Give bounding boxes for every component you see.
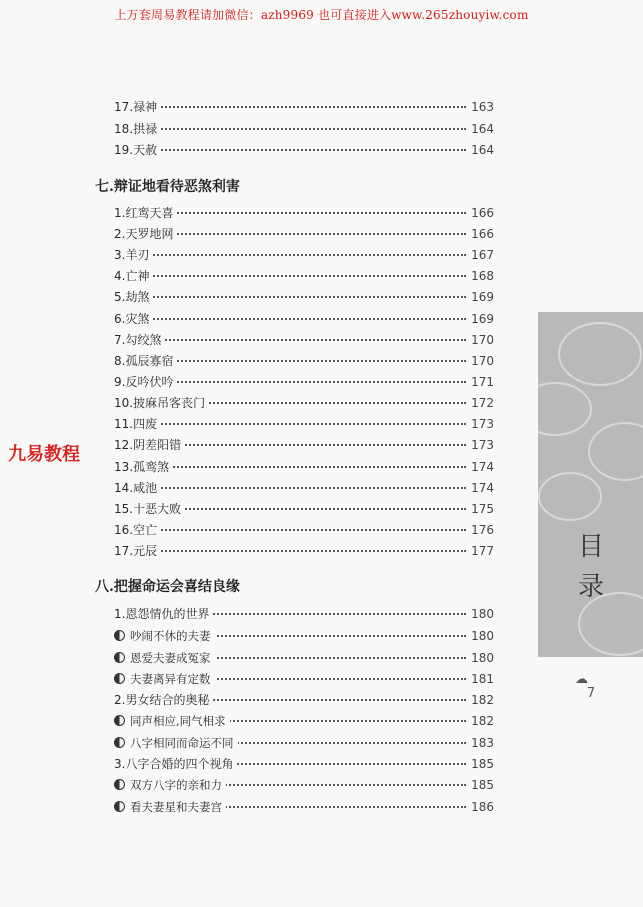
entry-page: 163 [466,97,494,117]
toc-entry[interactable] [114,245,494,265]
toc-subentry[interactable] [114,669,494,689]
toc-entry[interactable] [114,478,494,498]
entry-page: 182 [466,690,494,710]
section-heading: 八.把握命运会喜结良缘 [95,579,240,595]
page-number: 7 [586,686,596,701]
entry-label: 19.天赦 [114,140,161,160]
watermark: 九易教程 [8,444,80,465]
toc-entry[interactable] [114,457,494,477]
cloud-pattern [588,422,643,481]
subentry-label: 吵闹不休的夫妻 [114,626,215,646]
cloud-ornament-icon: ☁ [575,672,588,687]
toc-entry[interactable] [114,541,494,561]
toc-entry[interactable] [114,754,494,774]
entry-page: 164 [466,140,494,160]
toc-entry[interactable] [114,309,494,329]
toc-entry[interactable] [114,414,494,434]
header-ad-text: 上万套周易教程请加微信：azh9969 也可直接进入www.265zhouyiw.com [114,8,529,22]
entry-page: 180 [466,648,494,668]
entry-page: 170 [466,351,494,371]
toc-entry[interactable] [114,266,494,286]
toc-entry[interactable] [114,393,494,413]
entry-label: 17.禄神 [114,97,161,117]
section-heading: 七.辩证地看待恶煞利害 [95,179,240,195]
entry-page: 175 [466,499,494,519]
entry-label: 11.四废 [114,414,161,434]
toc-entry[interactable] [114,520,494,540]
toc-subentry[interactable] [114,626,494,646]
toc-entry[interactable] [114,690,494,710]
toc-subentry[interactable] [114,733,494,753]
entry-label: 17.元辰 [114,541,161,561]
chapter-sidebar [538,312,643,657]
entry-label: 10.披麻吊客丧门 [114,393,209,413]
entry-page: 169 [466,309,494,329]
cloud-pattern [538,472,602,521]
entry-label: 16.空亡 [114,520,161,540]
subentry-label: 八字相同而命运不同 [114,733,238,753]
entry-page: 176 [466,520,494,540]
toc-entry[interactable] [114,203,494,223]
entry-label: 3.羊刃 [114,245,153,265]
cloud-pattern [558,322,642,386]
entry-page: 167 [466,245,494,265]
cloud-pattern [538,382,592,436]
subentry-label: 看夫妻星和夫妻宫 [114,797,226,817]
toc-subentry[interactable] [114,711,494,731]
subentry-label: 恩爱夫妻成冤家 [114,648,215,668]
entry-page: 185 [466,775,494,795]
entry-page: 170 [466,330,494,350]
toc-entry[interactable] [114,224,494,244]
toc-entry[interactable] [114,372,494,392]
entry-page: 180 [466,626,494,646]
entry-label: 12.阴差阳错 [114,435,185,455]
toc-entry[interactable] [114,604,494,624]
toc-entry[interactable] [114,435,494,455]
toc-subentry[interactable] [114,775,494,795]
entry-page: 172 [466,393,494,413]
entry-page: 171 [466,372,494,392]
entry-label: 14.咸池 [114,478,161,498]
subentry-label: 同声相应,同气相求 [114,711,230,731]
sidebar-title-char: 录 [577,572,604,602]
entry-label: 18.拱禄 [114,119,161,139]
entry-page: 164 [466,119,494,139]
entry-label: 1.红鸾天喜 [114,203,177,223]
toc-entry[interactable] [114,330,494,350]
entry-page: 174 [466,457,494,477]
toc-entry[interactable] [114,287,494,307]
entry-page: 174 [466,478,494,498]
entry-page: 181 [466,669,494,689]
toc-subentry[interactable] [114,648,494,668]
entry-page: 166 [466,203,494,223]
sidebar-title-char: 目 [577,532,604,562]
entry-label: 13.孤鸾煞 [114,457,173,477]
entry-page: 166 [466,224,494,244]
subentry-label: 双方八字的亲和力 [114,775,226,795]
toc-entry[interactable] [114,119,494,139]
entry-page: 168 [466,266,494,286]
entry-label: 4.亡神 [114,266,153,286]
entry-label: 9.反吟伏吟 [114,372,177,392]
toc-subentry[interactable] [114,797,494,817]
entry-label: 8.孤辰寡宿 [114,351,177,371]
toc-entry[interactable] [114,499,494,519]
toc-entry[interactable] [114,140,494,160]
entry-label: 5.劫煞 [114,287,153,307]
toc-entry[interactable] [114,351,494,371]
entry-label: 6.灾煞 [114,309,153,329]
entry-label: 3.八字合婚的四个视角 [114,754,237,774]
entry-label: 7.勾绞煞 [114,330,165,350]
toc-entry[interactable] [114,97,494,117]
entry-label: 15.十恶大败 [114,499,185,519]
entry-page: 180 [466,604,494,624]
entry-page: 182 [466,711,494,731]
entry-page: 185 [466,754,494,774]
entry-page: 183 [466,733,494,753]
entry-label: 1.恩怨情仇的世界 [114,604,213,624]
entry-page: 186 [466,797,494,817]
subentry-label: 夫妻离异有定数 [114,669,215,689]
entry-page: 173 [466,435,494,455]
entry-label: 2.天罗地网 [114,224,177,244]
entry-page: 173 [466,414,494,434]
entry-page: 177 [466,541,494,561]
entry-label: 2.男女结合的奥秘 [114,690,213,710]
entry-page: 169 [466,287,494,307]
